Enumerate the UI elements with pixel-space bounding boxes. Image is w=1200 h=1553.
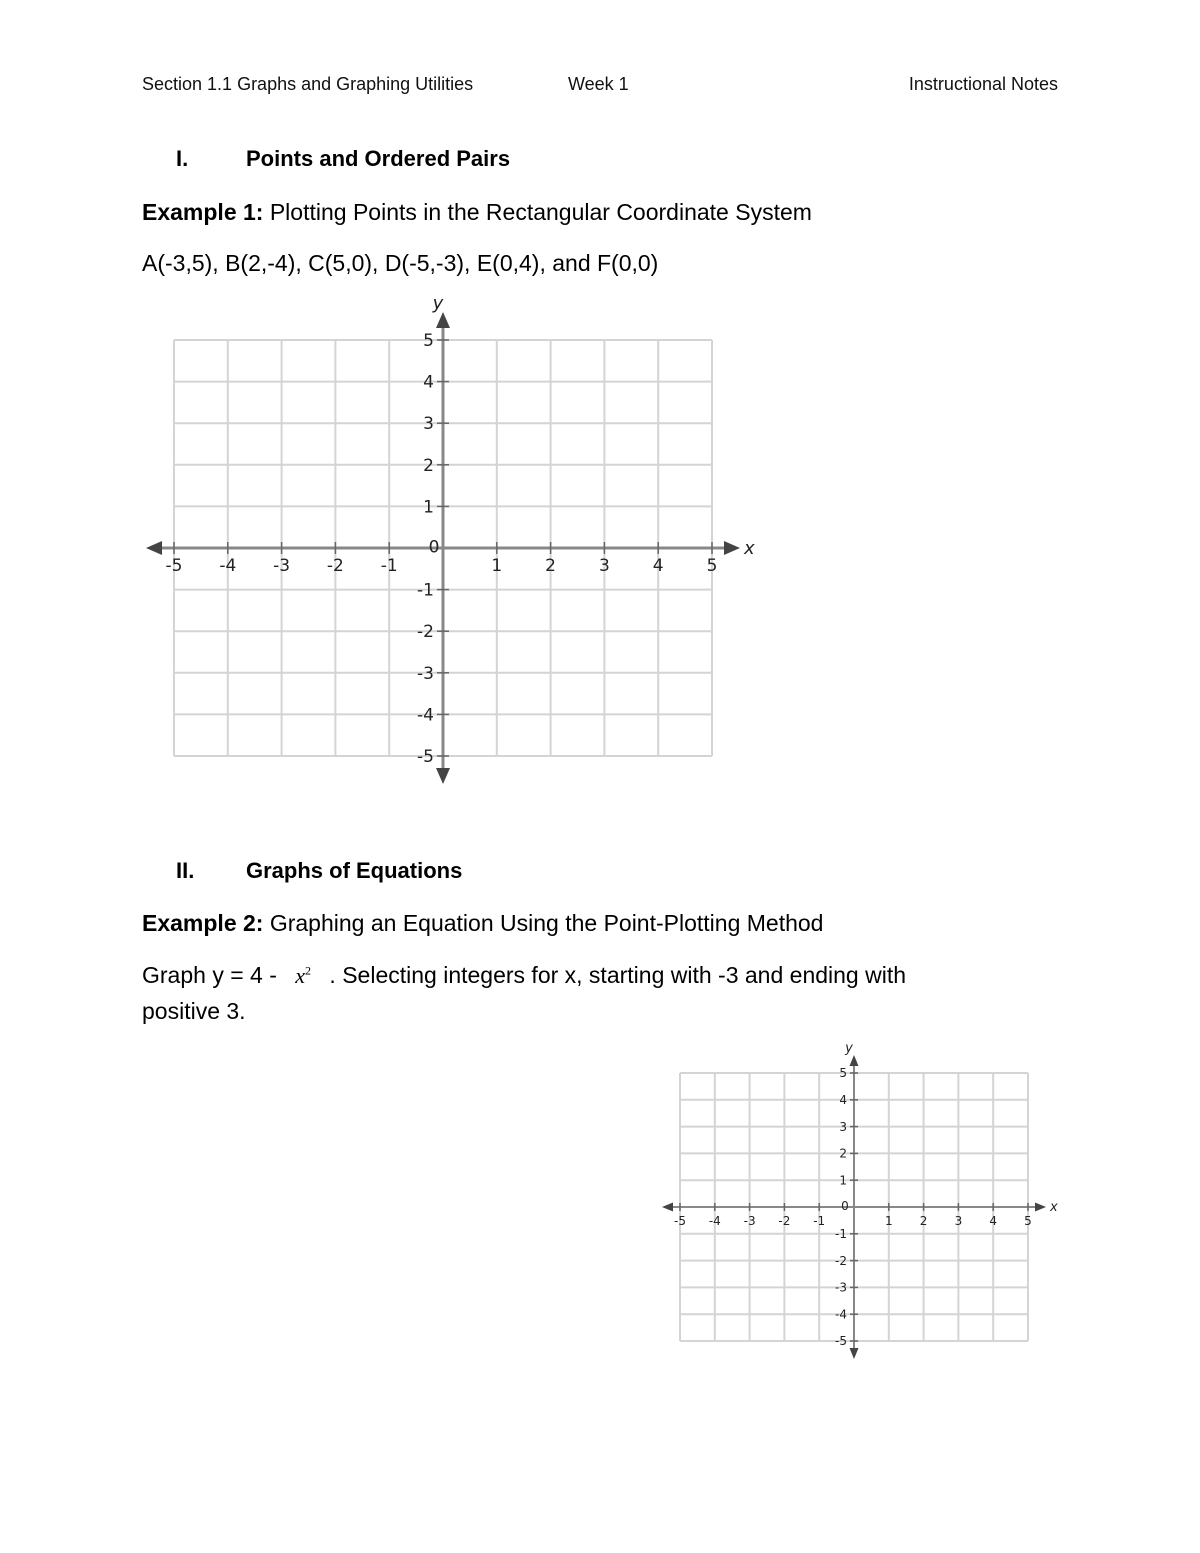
x-tick-label: -4: [708, 1214, 721, 1228]
section-1-title: Points and Ordered Pairs: [246, 146, 511, 171]
y-tick-label: 5: [839, 1066, 847, 1081]
section-2-title: Graphs of Equations: [246, 858, 463, 883]
graph-instruction-line-2: positive 3.: [142, 998, 246, 1024]
graph-suffix: . Selecting integers for x, starting with -3 and ending with: [329, 962, 907, 988]
y-tick-label: 2: [839, 1146, 847, 1161]
y-tick-label: -4: [417, 705, 434, 726]
y-tick-label: -5: [835, 1334, 847, 1349]
x-tick-label: -1: [380, 556, 398, 576]
x-tick-label: -2: [326, 556, 344, 576]
example-1-label: Example 1:: [142, 199, 264, 225]
y-axis-up-arrow: [436, 312, 450, 328]
y-tick-label: 4: [839, 1093, 847, 1107]
y-axis-label: y: [845, 1041, 853, 1056]
y-tick-label: 5: [423, 330, 434, 351]
x-axis-left-arrow: [662, 1203, 673, 1212]
x-tick-label: -3: [743, 1214, 756, 1228]
y-tick-label: 3: [839, 1119, 847, 1134]
x-tick-label: -5: [165, 556, 183, 576]
x-squared: [295, 963, 311, 988]
x-tick-label: 5: [1024, 1214, 1032, 1228]
x-tick-label: -3: [273, 556, 291, 576]
y-tick-label: 1: [423, 497, 434, 518]
example-2-label: Example 2:: [142, 910, 264, 936]
y-axis-down-arrow: [850, 1348, 859, 1359]
header-notes-label: Instructional Notes: [908, 74, 1058, 94]
x-tick-label: 1: [884, 1214, 893, 1228]
graph-instruction-line: [142, 962, 906, 989]
x-tick-label: 2: [545, 556, 557, 576]
example-2-text: Graphing an Equation Using the Point-Plotting Method: [269, 910, 824, 936]
y-tick-label: 2: [423, 455, 434, 476]
x-tick-label: -5: [674, 1214, 686, 1228]
graph-prefix: Graph y = 4 -: [142, 962, 277, 988]
section-1-numeral: I.: [176, 146, 189, 171]
section-2-numeral: II.: [176, 858, 195, 883]
y-tick-label: 1: [839, 1173, 847, 1188]
y-axis-up-arrow: [850, 1055, 859, 1066]
example-1-text: Plotting Points in the Rectangular Coordinate System: [269, 199, 812, 225]
origin-label: 0: [428, 537, 440, 558]
x-tick-label: 1: [491, 556, 503, 576]
example-1-line: [142, 199, 812, 226]
y-tick-label: -1: [835, 1227, 847, 1241]
x-tick-label: -4: [219, 556, 237, 576]
y-tick-label: -2: [417, 622, 434, 643]
x-axis-label: x: [1050, 1200, 1058, 1216]
y-tick-label: -1: [417, 580, 434, 601]
x-tick-label: 3: [598, 556, 610, 576]
x-tick-label: 4: [989, 1214, 998, 1228]
x-axis-right-arrow: [1035, 1203, 1046, 1212]
y-tick-label: -4: [835, 1307, 847, 1322]
points-list: A(-3,5), B(2,-4), C(5,0), D(-5,-3), E(0,4), and F(0,0): [142, 250, 659, 276]
y-axis-label: y: [432, 293, 444, 314]
x-tick-label: 2: [919, 1214, 928, 1228]
header-week: Week 1: [568, 74, 629, 94]
header-section-title: Section 1.1 Graphs and Graphing Utilities: [142, 74, 474, 94]
x-tick-label: 3: [954, 1214, 963, 1228]
x-variable: x: [295, 963, 306, 988]
y-tick-label: -3: [417, 663, 434, 684]
origin-label: 0: [841, 1199, 849, 1213]
x-tick-label: 5: [706, 556, 718, 576]
y-tick-label: -2: [835, 1253, 847, 1268]
y-tick-label: 4: [423, 372, 434, 393]
section-2-heading: [176, 858, 462, 884]
y-axis-down-arrow: [436, 768, 450, 784]
y-tick-label: -5: [417, 746, 434, 767]
exponent: 2: [305, 963, 312, 978]
x-tick-label: 4: [652, 556, 664, 576]
x-axis-right-arrow: [724, 541, 740, 555]
x-axis-left-arrow: [146, 541, 162, 555]
x-tick-label: -1: [813, 1214, 826, 1228]
y-tick-label: -3: [835, 1280, 847, 1295]
x-axis-label: x: [744, 537, 755, 559]
y-tick-label: 3: [423, 414, 434, 435]
x-tick-label: -2: [778, 1214, 791, 1228]
example-2-line: [142, 910, 823, 937]
section-1-heading: [176, 146, 510, 172]
